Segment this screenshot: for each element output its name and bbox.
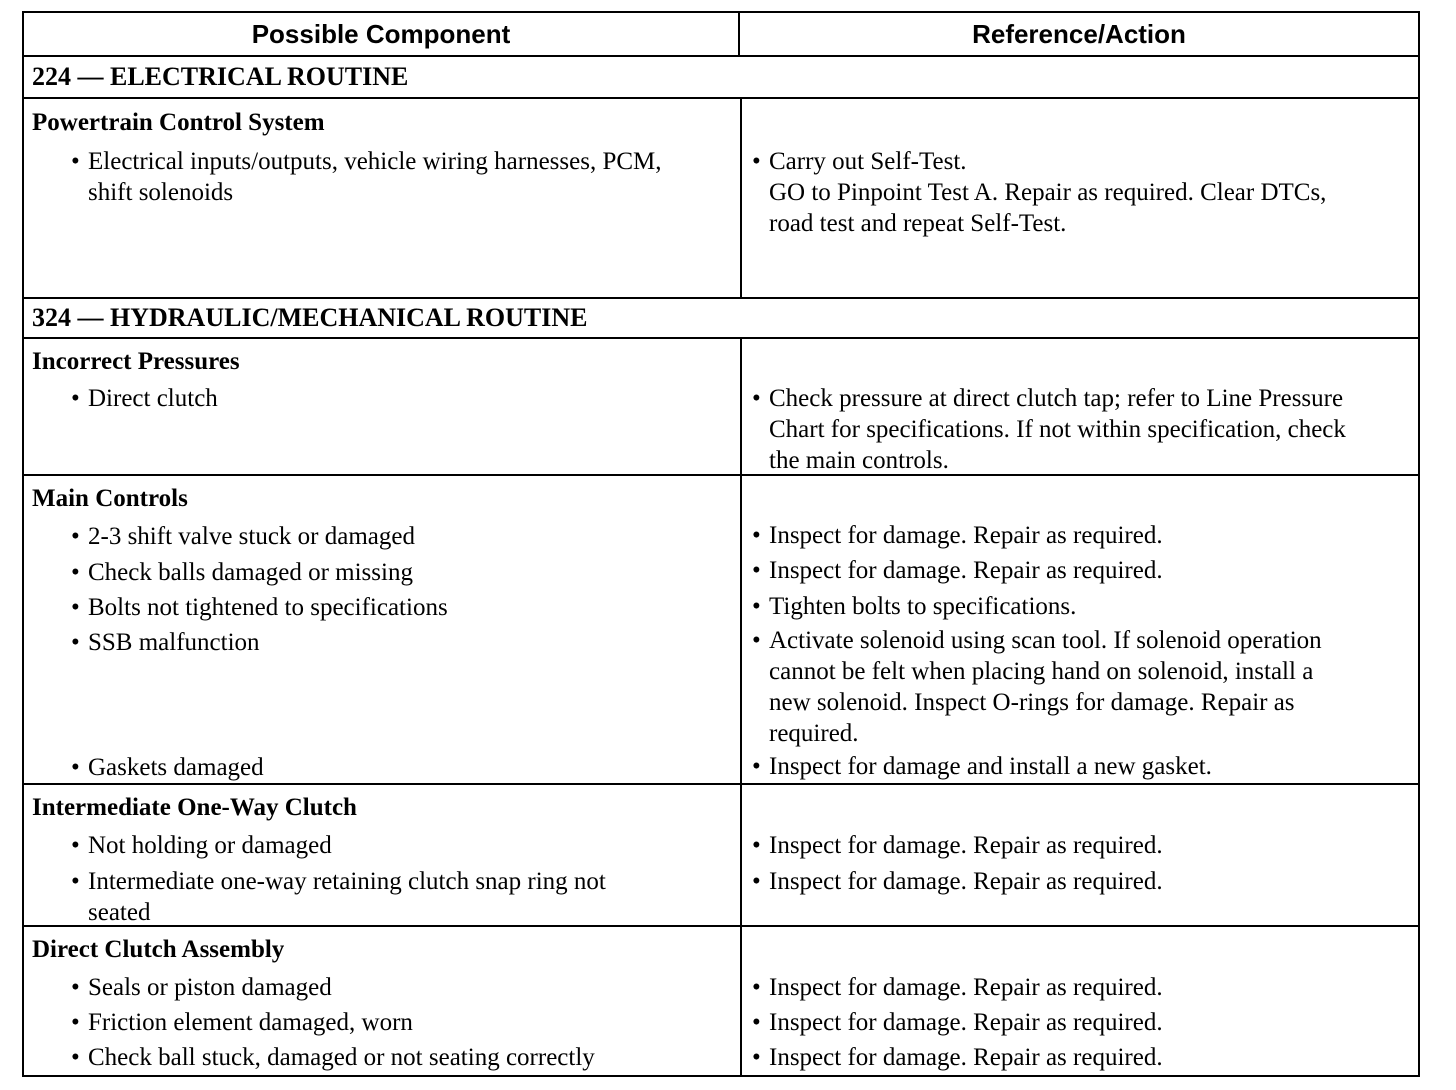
bullet-icon: • <box>752 1009 761 1036</box>
group-row-pressures <box>24 339 1418 476</box>
component-item: • Intermediate one-way retaining clutch snap ring not seated <box>71 868 606 926</box>
bullet-icon: • <box>752 385 761 412</box>
bullet-icon: • <box>71 385 80 412</box>
component-item: • Direct clutch <box>71 385 218 412</box>
action-item: • Inspect for damage. Repair as required. <box>752 1044 1163 1071</box>
bullet-icon: • <box>752 753 761 780</box>
action-item: • Tighten bolts to specifications. <box>752 593 1077 620</box>
component-item: • 2-3 shift valve stuck or damaged <box>71 523 415 550</box>
action-item: • Inspect for damage. Repair as required. <box>752 974 1163 1001</box>
bullet-icon: • <box>71 148 80 175</box>
group-title: Main Controls <box>32 485 188 512</box>
header-possible-component: Possible Component <box>24 13 740 55</box>
bullet-icon: • <box>752 148 761 175</box>
bullet-icon: • <box>71 559 80 586</box>
component-item: • SSB malfunction <box>71 629 260 656</box>
bullet-icon: • <box>71 1044 80 1071</box>
action-cell <box>742 339 1418 474</box>
routine-title: 224 — ELECTRICAL ROUTINE <box>32 62 409 91</box>
bullet-icon: • <box>752 832 761 859</box>
component-item: • Friction element damaged, worn <box>71 1009 413 1036</box>
component-item: • Seals or piston damaged <box>71 974 332 1001</box>
action-cell <box>742 927 1418 1075</box>
header-reference-action: Reference/Action <box>972 18 1186 49</box>
component-item: • Check balls damaged or missing <box>71 559 413 586</box>
component-item: • Electrical inputs/outputs, vehicle wiring harnesses, PCM, shift solenoids <box>71 148 662 206</box>
bullet-icon: • <box>71 1009 80 1036</box>
component-item: • Check ball stuck, damaged or not seating correctly <box>71 1044 595 1071</box>
action-cell <box>742 785 1418 925</box>
group-title: Direct Clutch Assembly <box>32 936 285 963</box>
bullet-icon: • <box>752 627 761 654</box>
component-cell <box>24 927 742 1075</box>
bullet-icon: • <box>71 594 80 621</box>
action-item: • Inspect for damage. Repair as required. <box>752 557 1163 584</box>
bullet-icon: • <box>752 1044 761 1071</box>
component-item: • Gaskets damaged <box>71 754 264 781</box>
component-cell <box>24 339 742 474</box>
group-row-powertrain <box>24 99 1418 299</box>
bullet-icon: • <box>71 868 80 895</box>
action-item: • Inspect for damage. Repair as required. <box>752 1009 1163 1036</box>
action-item: • Inspect for damage and install a new gasket. <box>752 753 1212 780</box>
group-row-main-controls <box>24 476 1418 785</box>
bullet-icon: • <box>752 593 761 620</box>
component-cell <box>24 785 742 925</box>
bullet-icon: • <box>71 974 80 1001</box>
action-item: • Inspect for damage. Repair as required. <box>752 868 1163 895</box>
diagnostic-table <box>22 11 1420 1077</box>
action-item: • Activate solenoid using scan tool. If solenoid operation cannot be felt when placing hand on solenoid, install a new solenoid. Inspect O-rings for damage. Repair as required. <box>752 627 1322 747</box>
group-row-direct-clutch <box>24 927 1418 1075</box>
routine-title: 324 — HYDRAULIC/MECHANICAL ROUTINE <box>32 303 588 332</box>
action-cell <box>742 99 1418 297</box>
group-title: Intermediate One-Way Clutch <box>32 794 357 821</box>
group-row-one-way-clutch <box>24 785 1418 927</box>
component-cell <box>24 476 742 783</box>
bullet-icon: • <box>71 754 80 781</box>
component-cell <box>24 99 742 297</box>
bullet-icon: • <box>71 832 80 859</box>
bullet-icon: • <box>752 974 761 1001</box>
action-item: • Inspect for damage. Repair as required. <box>752 832 1163 859</box>
bullet-icon: • <box>752 522 761 549</box>
bullet-icon: • <box>71 523 80 550</box>
action-item: • Carry out Self-Test. GO to Pinpoint Test A. Repair as required. Clear DTCs, road test and repeat Self-Test. <box>752 148 1327 237</box>
action-cell <box>742 476 1418 783</box>
table-header-row <box>24 13 1418 57</box>
component-item: • Not holding or damaged <box>71 832 332 859</box>
component-item: • Bolts not tightened to specifications <box>71 594 448 621</box>
bullet-icon: • <box>752 868 761 895</box>
group-title: Incorrect Pressures <box>32 348 240 375</box>
group-title: Powertrain Control System <box>32 109 325 136</box>
action-item: • Inspect for damage. Repair as required. <box>752 522 1163 549</box>
action-item: • Check pressure at direct clutch tap; refer to Line Pressure Chart for specifications. If not within specification, check the main controls. <box>752 385 1346 474</box>
bullet-icon: • <box>71 629 80 656</box>
routine-row-hydraulic <box>24 299 1418 339</box>
bullet-icon: • <box>752 557 761 584</box>
routine-row-electrical <box>24 57 1418 99</box>
